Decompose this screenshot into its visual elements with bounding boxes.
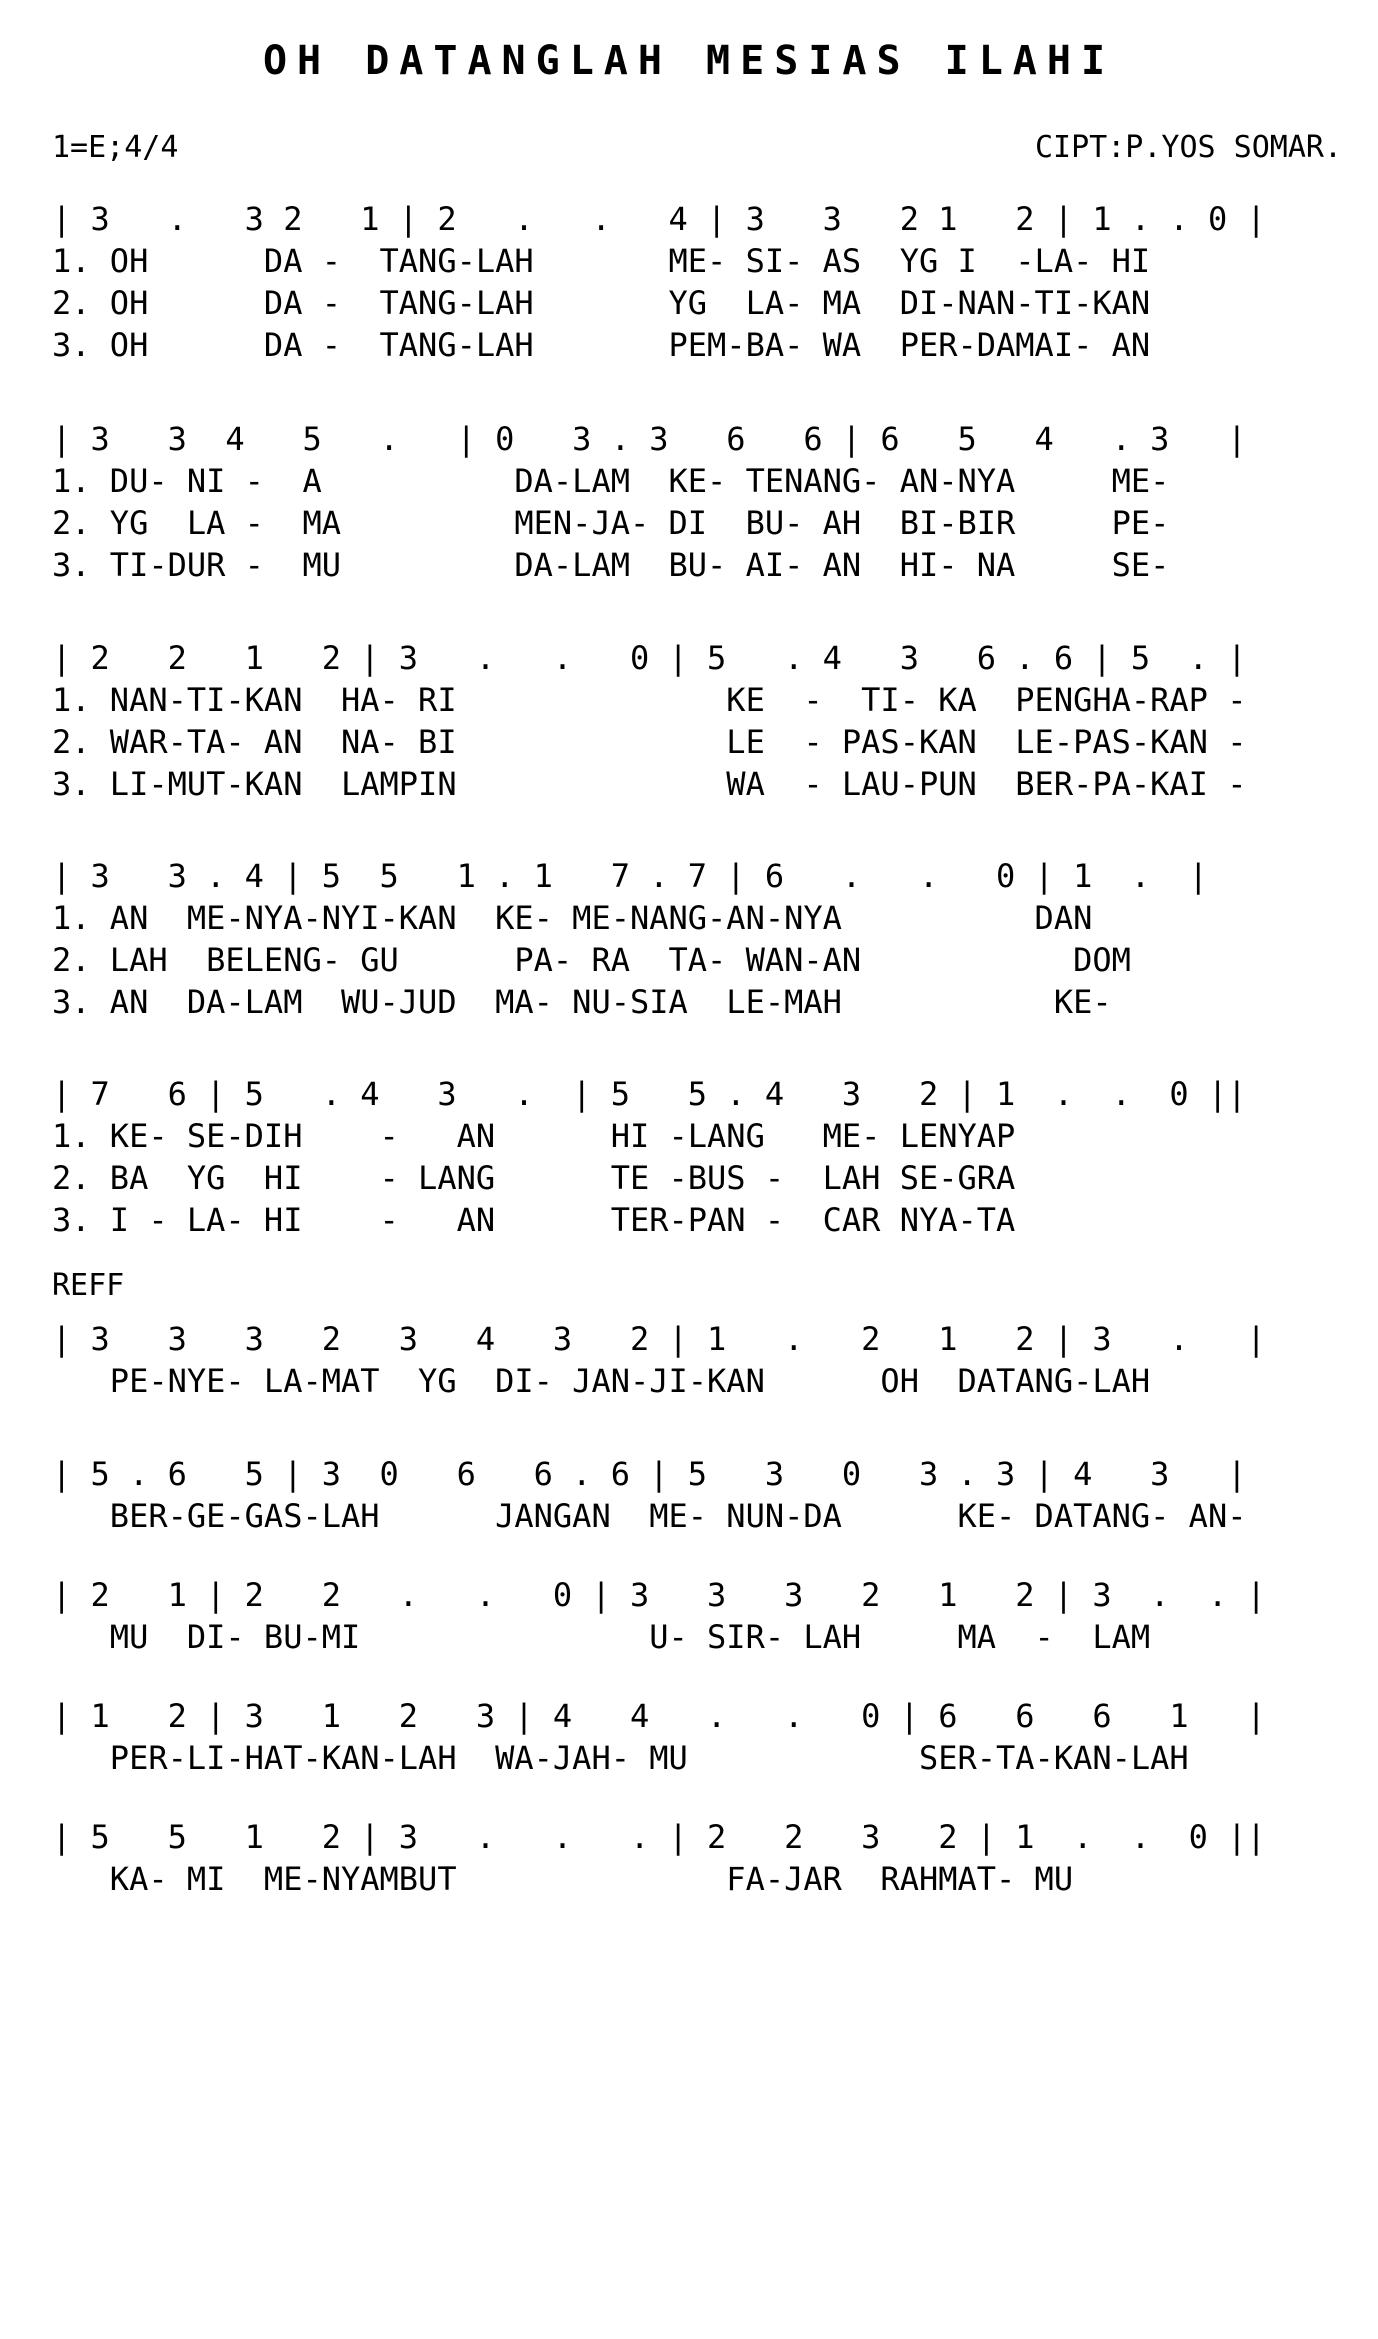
composer-credit: CIPT:P.YOS SOMAR. <box>1034 130 1342 165</box>
lyric-verse-3: 3. LI-MUT-KAN LAMPIN WA - LAU-PUN BER-PA-KAI - <box>52 765 1247 803</box>
notation-line: | 5 . 6 5 | 3 0 6 6 . 6 | 5 3 0 3 . 3 | 4 3 | <box>52 1455 1247 1493</box>
verse-system-2 <box>52 418 1352 586</box>
notation-line: | 1 2 | 3 1 2 3 | 4 4 . . 0 | 6 6 6 1 | <box>52 1697 1266 1735</box>
lyric-verse-2: 2. LAH BELENG- GU PA- RA TA- WAN-AN DOM <box>52 941 1131 979</box>
reff-system-4 <box>52 1695 1352 1779</box>
notation-line: | 2 1 | 2 2 . . 0 | 3 3 3 2 1 2 | 3 . . | <box>52 1576 1266 1614</box>
lyric-line: KA- MI ME-NYAMBUT FA-JAR RAHMAT- MU <box>52 1860 1074 1898</box>
notation-line: | 7 6 | 5 . 4 3 . | 5 5 . 4 3 2 | 1 . . 0 || <box>52 1075 1247 1113</box>
notation-line: | 3 3 3 2 3 4 3 2 | 1 . 2 1 2 | 3 . | <box>52 1320 1266 1358</box>
lyric-verse-2: 2. YG LA - MA MEN-JA- DI BU- AH BI-BIR PE- <box>52 504 1170 542</box>
key-signature: 1=E;4/4 <box>52 130 179 165</box>
lyric-verse-1: 1. DU- NI - A DA-LAM KE- TENANG- AN-NYA ME- <box>52 462 1170 500</box>
reff-label: REFF <box>52 1268 125 1303</box>
lyric-verse-2: 2. OH DA - TANG-LAH YG LA- MA DI-NAN-TI-KAN <box>52 284 1151 322</box>
lyric-verse-1: 1. KE- SE-DIH - AN HI -LANG ME- LENYAP <box>52 1117 1016 1155</box>
lyric-line: PE-NYE- LA-MAT YG DI- JAN-JI-KAN OH DATANG-LAH <box>52 1362 1151 1400</box>
lyric-verse-3: 3. OH DA - TANG-LAH PEM-BA- WA PER-DAMAI- AN <box>52 326 1151 364</box>
verse-system-1 <box>52 198 1352 366</box>
reff-system-1 <box>52 1318 1352 1402</box>
song-title: OH DATANGLAH MESIAS ILAHI <box>262 38 1116 84</box>
notation-line: | 3 3 4 5 . | 0 3 . 3 6 6 | 6 5 4 . 3 | <box>52 420 1247 458</box>
verse-system-5 <box>52 1073 1352 1241</box>
lyric-line: BER-GE-GAS-LAH JANGAN ME- NUN-DA KE- DATANG- AN- <box>52 1497 1247 1535</box>
lyric-line: PER-LI-HAT-KAN-LAH WA-JAH- MU SER-TA-KAN-LAH <box>52 1739 1189 1777</box>
lyric-verse-3: 3. TI-DUR - MU DA-LAM BU- AI- AN HI- NA SE- <box>52 546 1170 584</box>
reff-system-5 <box>52 1816 1352 1900</box>
notation-line: | 3 . 3 2 1 | 2 . . 4 | 3 3 2 1 2 | 1 . . 0 | <box>52 200 1266 238</box>
lyric-verse-3: 3. I - LA- HI - AN TER-PAN - CAR NYA-TA <box>52 1201 1016 1239</box>
lyric-line: MU DI- BU-MI U- SIR- LAH MA - LAM <box>52 1618 1151 1656</box>
notation-line: | 3 3 . 4 | 5 5 1 . 1 7 . 7 | 6 . . 0 | 1 . | <box>52 857 1208 895</box>
lyric-verse-2: 2. BA YG HI - LANG TE -BUS - LAH SE-GRA <box>52 1159 1016 1197</box>
verse-system-4 <box>52 855 1352 1023</box>
lyric-verse-1: 1. OH DA - TANG-LAH ME- SI- AS YG I -LA- HI <box>52 242 1151 280</box>
lyric-verse-2: 2. WAR-TA- AN NA- BI LE - PAS-KAN LE-PAS-KAN - <box>52 723 1247 761</box>
verse-system-3 <box>52 637 1352 805</box>
lyric-verse-1: 1. AN ME-NYA-NYI-KAN KE- ME-NANG-AN-NYA DAN <box>52 899 1093 937</box>
notation-line: | 5 5 1 2 | 3 . . . | 2 2 3 2 | 1 . . 0 || <box>52 1818 1266 1856</box>
notation-line: | 2 2 1 2 | 3 . . 0 | 5 . 4 3 6 . 6 | 5 . | <box>52 639 1247 677</box>
lyric-verse-3: 3. AN DA-LAM WU-JUD MA- NU-SIA LE-MAH KE- <box>52 983 1112 1021</box>
lyric-verse-1: 1. NAN-TI-KAN HA- RI KE - TI- KA PENGHA-RAP - <box>52 681 1247 719</box>
reff-system-2 <box>52 1453 1352 1537</box>
reff-system-3 <box>52 1574 1352 1658</box>
